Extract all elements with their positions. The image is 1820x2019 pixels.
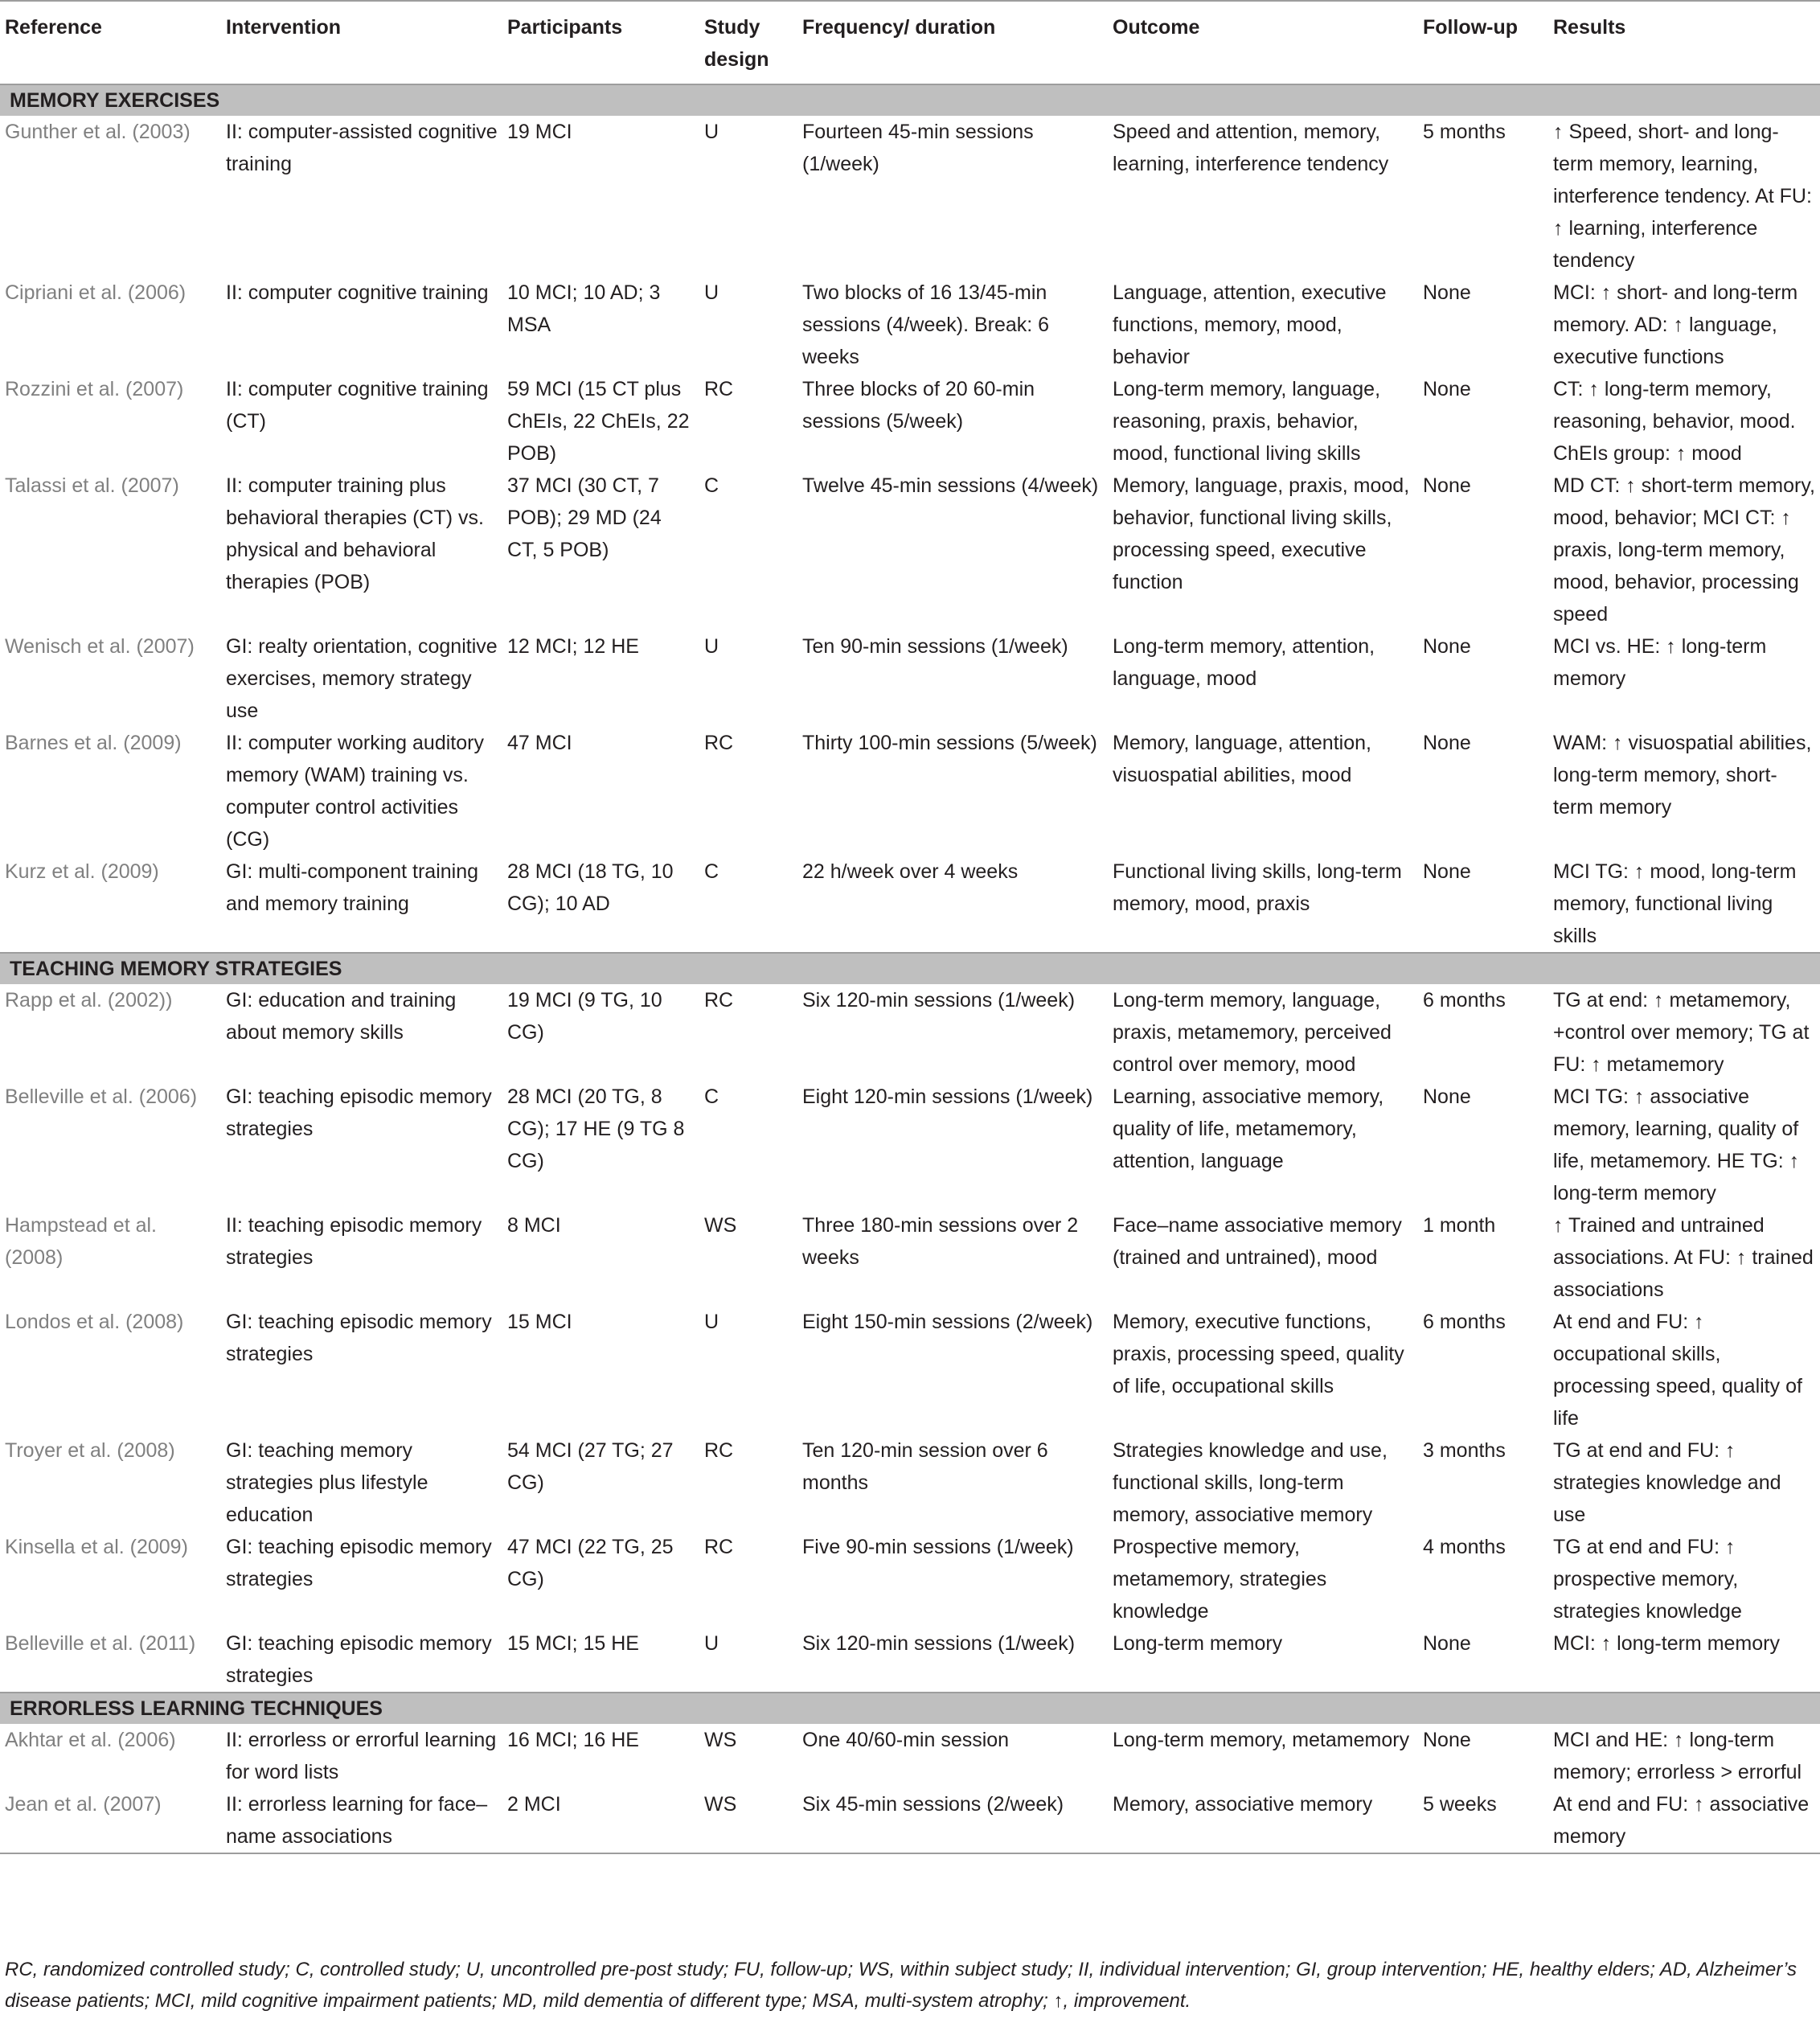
cell-intervention: GI: teaching episodic memory strategies bbox=[226, 1536, 492, 1590]
cell-intervention: II: teaching episodic memory strategies bbox=[226, 1214, 482, 1269]
cell-participants: 2 MCI bbox=[502, 1788, 699, 1853]
cell-frequency: Six 45-min sessions (2/week) bbox=[797, 1788, 1108, 1853]
cell-intervention: II: computer working auditory memory (WAM) training vs. computer control activities (CG) bbox=[226, 732, 484, 851]
table-row bbox=[0, 277, 1820, 373]
cell-participants: 16 MCI; 16 HE bbox=[507, 1729, 639, 1751]
cell-results: MD CT: ↑ short-term memory, mood, behavior; MCI CT: ↑ praxis, long-term memory, mood, behavior, processing speed bbox=[1553, 474, 1815, 626]
header-frequency: Frequency/ duration bbox=[797, 1, 1108, 84]
cell-intervention: II: errorless or errorful learning for word lists bbox=[226, 1729, 497, 1783]
header-intervention: Intervention bbox=[221, 1, 502, 84]
cell-intervention: GI: teaching memory strategies plus lifestyle education bbox=[226, 1439, 428, 1526]
cell-design: C bbox=[704, 474, 719, 497]
cell-results: CT: ↑ long-term memory, reasoning, behavior, mood. ChEIs group: ↑ mood bbox=[1553, 378, 1796, 465]
cell-design: U bbox=[704, 121, 719, 143]
cell-frequency: Three blocks of 20 60-min sessions (5/week) bbox=[802, 378, 1035, 433]
cell-followup: None bbox=[1423, 1085, 1471, 1108]
cell-followup: None bbox=[1423, 860, 1471, 883]
cell-intervention: II: computer cognitive training bbox=[226, 281, 489, 304]
cell-intervention: GI: teaching episodic memory strategies bbox=[226, 1632, 492, 1687]
table-header-row bbox=[0, 1, 1820, 84]
cell-design: WS bbox=[704, 1729, 737, 1751]
table-row bbox=[0, 727, 1820, 856]
cell-followup: None bbox=[1423, 1632, 1471, 1655]
cell-followup: None bbox=[1423, 378, 1471, 400]
cell-frequency: 22 h/week over 4 weeks bbox=[802, 860, 1019, 883]
cell-outcome: Memory, language, praxis, mood, behavior, functional living skills, processing speed, executive function bbox=[1113, 474, 1410, 593]
cell-design: U bbox=[704, 635, 719, 658]
cell-participants: 19 MCI bbox=[507, 121, 572, 143]
cell-participants: 47 MCI (22 TG, 25 CG) bbox=[507, 1536, 674, 1590]
table-row bbox=[0, 116, 1820, 277]
cell-results: TG at end: ↑ metamemory, +control over memory; TG at FU: ↑ metamemory bbox=[1553, 989, 1810, 1076]
cell-reference: Rapp et al. (2002)) bbox=[5, 989, 173, 1012]
cell-participants: 47 MCI bbox=[507, 732, 572, 754]
header-outcome: Outcome bbox=[1108, 1, 1418, 84]
cell-reference: Kinsella et al. (2009) bbox=[5, 1536, 188, 1558]
cell-participants: 54 MCI (27 TG; 27 CG) bbox=[507, 1439, 674, 1494]
cell-participants: 12 MCI; 12 HE bbox=[507, 635, 639, 658]
section-header-row bbox=[0, 84, 1820, 116]
cell-participants: 37 MCI (30 CT, 7 POB); 29 MD (24 CT, 5 POB) bbox=[507, 474, 662, 561]
section-header-row bbox=[0, 953, 1820, 984]
cell-followup: 4 months bbox=[1423, 1536, 1506, 1558]
cell-outcome: Prospective memory, metamemory, strategies knowledge bbox=[1113, 1536, 1327, 1623]
cell-outcome: Functional living skills, long-term memory, mood, praxis bbox=[1113, 860, 1402, 915]
cell-reference: Belleville et al. (2011) bbox=[5, 1632, 196, 1655]
cell-outcome: Memory, executive functions, praxis, processing speed, quality of life, occupational skills bbox=[1113, 1311, 1404, 1397]
cell-reference: Cipriani et al. (2006) bbox=[5, 281, 187, 304]
table-row bbox=[0, 630, 1820, 727]
cell-design: C bbox=[704, 860, 719, 883]
cell-frequency: Fourteen 45-min sessions (1/week) bbox=[802, 121, 1034, 175]
cell-intervention: GI: realty orientation, cognitive exercises, memory strategy use bbox=[226, 635, 498, 722]
cell-reference: Jean et al. (2007) bbox=[0, 1788, 221, 1853]
table-row bbox=[0, 1209, 1820, 1306]
section-title: ERRORLESS LEARNING TECHNIQUES bbox=[0, 1693, 1820, 1724]
cell-reference: Barnes et al. (2009) bbox=[5, 732, 182, 754]
cell-design: U bbox=[704, 1632, 719, 1655]
table-row bbox=[0, 1306, 1820, 1434]
cell-reference: Akhtar et al. (2006) bbox=[5, 1729, 176, 1751]
cell-followup: 5 months bbox=[1423, 121, 1506, 143]
cell-frequency: Six 120-min sessions (1/week) bbox=[802, 989, 1076, 1012]
cell-reference: Kurz et al. (2009) bbox=[5, 860, 159, 883]
cell-followup: None bbox=[1423, 635, 1471, 658]
cell-outcome: Long-term memory, metamemory bbox=[1113, 1729, 1410, 1751]
header-results: Results bbox=[1548, 1, 1820, 84]
cell-participants: 8 MCI bbox=[507, 1214, 561, 1237]
cell-design: RC bbox=[704, 1439, 734, 1462]
cell-results: At end and FU: ↑ occupational skills, processing speed, quality of life bbox=[1553, 1311, 1802, 1430]
cell-results: TG at end and FU: ↑ prospective memory, strategies knowledge bbox=[1553, 1536, 1742, 1623]
cell-frequency: Eight 150-min sessions (2/week) bbox=[802, 1311, 1093, 1333]
cell-participants: 59 MCI (15 CT plus ChEIs, 22 ChEIs, 22 POB) bbox=[507, 378, 690, 465]
cell-reference: Belleville et al. (2006) bbox=[5, 1085, 198, 1108]
cell-followup: 6 months bbox=[1423, 1311, 1506, 1333]
table-row bbox=[0, 856, 1820, 953]
cell-results: ↑ Speed, short- and long-term memory, learning, interference tendency. At FU: ↑ learning, interference tendency bbox=[1553, 121, 1812, 272]
cell-outcome: Face–name associative memory (trained and untrained), mood bbox=[1113, 1214, 1402, 1269]
cell-outcome: Speed and attention, memory, learning, interference tendency bbox=[1113, 121, 1389, 175]
cell-followup: None bbox=[1423, 1729, 1471, 1751]
cell-intervention: II: errorless learning for face–name associations bbox=[221, 1788, 502, 1853]
table-footnote: RC, randomized controlled study; C, controlled study; U, uncontrolled pre-post study; FU, follow-up; WS, within subject study; II, individual intervention; GI, group intervention; HE, healthy elders; AD, Alzheimer’s disease patients; MCI, mild cognitive impairment patients; MD, mild dementia of different type; MSA, multi-system atrophy; ↑, improvement. bbox=[5, 1959, 1797, 2012]
cell-outcome: Long-term memory, attention, language, mood bbox=[1113, 635, 1375, 690]
table-row bbox=[0, 1531, 1820, 1627]
cell-frequency: Twelve 45-min sessions (4/week) bbox=[802, 474, 1099, 497]
cell-frequency: Three 180-min sessions over 2 weeks bbox=[802, 1214, 1079, 1269]
cell-frequency: Five 90-min sessions (1/week) bbox=[802, 1536, 1074, 1558]
header-study-design: Study design bbox=[699, 1, 797, 84]
cell-design: WS bbox=[704, 1214, 737, 1237]
section-header-row bbox=[0, 1693, 1820, 1724]
cell-outcome: Language, attention, executive functions, memory, mood, behavior bbox=[1113, 281, 1387, 368]
table-row bbox=[0, 1788, 1820, 1853]
cell-intervention: II: computer training plus behavioral therapies (CT) vs. physical and behavioral therapies (POB) bbox=[226, 474, 484, 593]
table-row bbox=[0, 1081, 1820, 1209]
cell-design: U bbox=[704, 1311, 719, 1333]
cell-results: ↑ Trained and untrained associations. At FU: ↑ trained associations bbox=[1553, 1214, 1814, 1301]
cell-results: MCI TG: ↑ associative memory, learning, quality of life, metamemory. HE TG: ↑ long-term memory bbox=[1553, 1085, 1800, 1204]
cell-outcome: Long-term memory bbox=[1113, 1632, 1283, 1655]
table-row bbox=[0, 1627, 1820, 1693]
cell-results: MCI vs. HE: ↑ long-term memory bbox=[1553, 635, 1767, 690]
cell-reference: Talassi et al. (2007) bbox=[5, 474, 179, 497]
cell-design: RC bbox=[704, 732, 734, 754]
cell-frequency: Two blocks of 16 13/45-min sessions (4/week). Break: 6 weeks bbox=[802, 281, 1050, 368]
cell-results: MCI: ↑ long-term memory bbox=[1553, 1632, 1780, 1655]
cell-reference: Wenisch et al. (2007) bbox=[5, 635, 195, 658]
cell-design: RC bbox=[704, 1536, 734, 1558]
cell-intervention: II: computer-assisted cognitive training bbox=[226, 121, 498, 175]
cell-participants: 10 MCI; 10 AD; 3 MSA bbox=[507, 281, 661, 336]
header-reference: Reference bbox=[0, 1, 221, 84]
cell-design: U bbox=[704, 281, 719, 304]
cell-frequency: Thirty 100-min sessions (5/week) bbox=[802, 732, 1097, 754]
cell-outcome: Memory, associative memory bbox=[1108, 1788, 1418, 1853]
cell-followup: 3 months bbox=[1423, 1439, 1506, 1462]
cell-intervention: GI: multi-component training and memory training bbox=[226, 860, 479, 915]
cell-results: TG at end and FU: ↑ strategies knowledge and use bbox=[1553, 1439, 1781, 1526]
table-row bbox=[0, 984, 1820, 1081]
cell-results: WAM: ↑ visuospatial abilities, long-term memory, short-term memory bbox=[1553, 732, 1812, 819]
cell-frequency: Six 120-min sessions (1/week) bbox=[802, 1632, 1076, 1655]
cell-frequency: One 40/60-min session bbox=[802, 1729, 1010, 1751]
table-body bbox=[0, 84, 1820, 1853]
cell-followup: None bbox=[1423, 732, 1471, 754]
cell-reference: Hampstead et al. (2008) bbox=[5, 1214, 157, 1269]
cell-participants: 19 MCI (9 TG, 10 CG) bbox=[507, 989, 662, 1044]
cell-design: C bbox=[704, 1085, 719, 1108]
cell-results: MCI TG: ↑ mood, long-term memory, functional living skills bbox=[1553, 860, 1797, 947]
cell-outcome: Learning, associative memory, quality of life, metamemory, attention, language bbox=[1113, 1085, 1384, 1172]
table-row bbox=[0, 1724, 1820, 1788]
cell-followup: None bbox=[1423, 474, 1471, 497]
cell-results: At end and FU: ↑ associative memory bbox=[1548, 1788, 1820, 1853]
cell-frequency: Ten 90-min sessions (1/week) bbox=[802, 635, 1068, 658]
cell-design: RC bbox=[704, 378, 734, 400]
cell-results: MCI: ↑ short- and long-term memory. AD: ↑ language, executive functions bbox=[1553, 281, 1798, 368]
cell-followup: 6 months bbox=[1423, 989, 1506, 1012]
cell-participants: 15 MCI bbox=[507, 1311, 572, 1333]
table-row bbox=[0, 470, 1820, 630]
cell-followup: None bbox=[1423, 281, 1471, 304]
cell-intervention: GI: teaching episodic memory strategies bbox=[226, 1311, 492, 1365]
cell-reference: Rozzini et al. (2007) bbox=[5, 378, 184, 400]
cell-followup: 1 month bbox=[1423, 1214, 1496, 1237]
cell-outcome: Memory, language, attention, visuospatial abilities, mood bbox=[1113, 732, 1371, 786]
cell-participants: 28 MCI (18 TG, 10 CG); 10 AD bbox=[507, 860, 674, 915]
cell-intervention: GI: education and training about memory skills bbox=[226, 989, 457, 1044]
table-row bbox=[0, 373, 1820, 470]
cell-design: RC bbox=[704, 989, 734, 1012]
section-title: MEMORY EXERCISES bbox=[0, 84, 1820, 116]
header-follow-up: Follow-up bbox=[1418, 1, 1548, 84]
cell-outcome: Strategies knowledge and use, functional skills, long-term memory, associative memory bbox=[1113, 1439, 1388, 1526]
header-participants: Participants bbox=[502, 1, 699, 84]
cell-followup: 5 weeks bbox=[1418, 1788, 1548, 1853]
cell-frequency: Ten 120-min session over 6 months bbox=[802, 1439, 1048, 1494]
cell-intervention: GI: teaching episodic memory strategies bbox=[226, 1085, 492, 1140]
cell-design: WS bbox=[699, 1788, 797, 1853]
cell-participants: 15 MCI; 15 HE bbox=[507, 1632, 639, 1655]
cell-reference: Troyer et al. (2008) bbox=[5, 1439, 175, 1462]
cell-reference: Gunther et al. (2003) bbox=[5, 121, 191, 143]
cell-outcome: Long-term memory, language, reasoning, praxis, behavior, mood, functional living skills bbox=[1113, 378, 1381, 465]
cell-outcome: Long-term memory, language, praxis, metamemory, perceived control over memory, mood bbox=[1113, 989, 1392, 1076]
cell-participants: 28 MCI (20 TG, 8 CG); 17 HE (9 TG 8 CG) bbox=[507, 1085, 685, 1172]
table-row bbox=[0, 1434, 1820, 1531]
cell-frequency: Eight 120-min sessions (1/week) bbox=[802, 1085, 1093, 1108]
cell-intervention: II: computer cognitive training (CT) bbox=[226, 378, 489, 433]
cell-reference: Londos et al. (2008) bbox=[5, 1311, 184, 1333]
cell-results: MCI and HE: ↑ long-term memory; errorless > errorful bbox=[1553, 1729, 1802, 1783]
section-title: TEACHING MEMORY STRATEGIES bbox=[0, 953, 1820, 984]
